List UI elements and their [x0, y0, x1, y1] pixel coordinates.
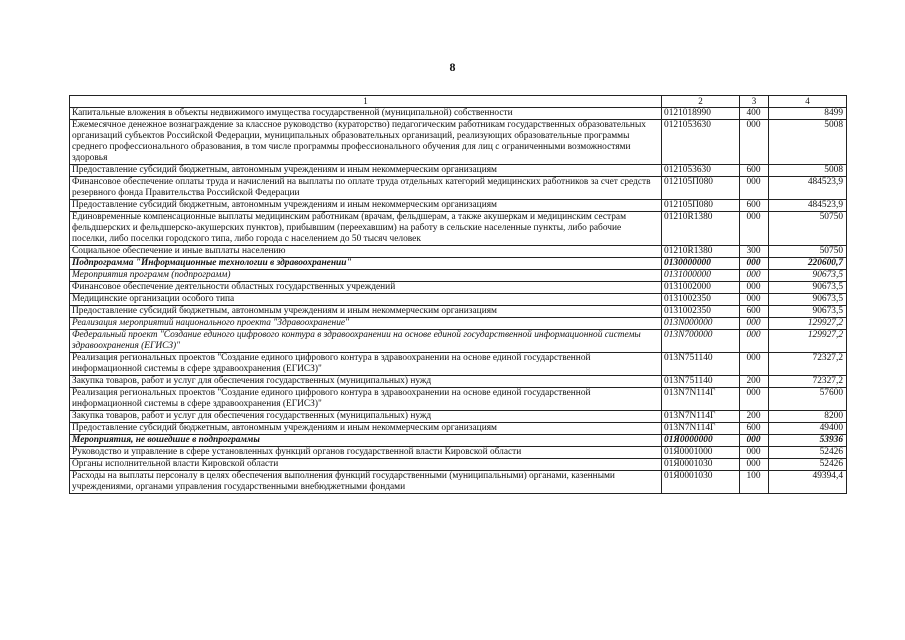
- row-sum-cell: 484523,9: [769, 177, 847, 200]
- table-row: [70, 282, 847, 294]
- row-kind-cell: 000: [740, 318, 769, 330]
- row-code-cell: 013N000000: [662, 318, 740, 330]
- row-code-cell: 01Я0000000: [662, 435, 740, 447]
- row-kind-cell: 600: [740, 165, 769, 177]
- row-name-cell: Реализация региональных проектов "Создание единого цифрового контура в здравоохранении на основе единой государственной информационной системы в сфере здравоохранения (ЕГИСЗ)": [70, 353, 662, 376]
- row-code-cell: 0131000000: [662, 270, 740, 282]
- row-code-cell: 013N7N114Г: [662, 411, 740, 423]
- table-row: [70, 108, 847, 120]
- table-row: [70, 120, 847, 165]
- table-row: [70, 270, 847, 282]
- table-row: [70, 306, 847, 318]
- row-kind-cell: 600: [740, 200, 769, 212]
- row-name-cell: Мероприятия, не вошедшие в подпрограммы: [70, 435, 662, 447]
- row-kind-cell: 000: [740, 447, 769, 459]
- row-sum-cell: 72327,2: [769, 376, 847, 388]
- row-name-cell: Предоставление субсидий бюджетным, автономным учреждениям и иным некоммерческим организациям: [70, 200, 662, 212]
- row-kind-cell: 000: [740, 435, 769, 447]
- row-code-cell: 0130000000: [662, 258, 740, 270]
- row-kind-cell: 000: [740, 294, 769, 306]
- table-row: [70, 330, 847, 353]
- row-kind-cell: 000: [740, 120, 769, 165]
- row-sum-cell: 220600,7: [769, 258, 847, 270]
- header-col-name: 1: [70, 96, 662, 108]
- row-sum-cell: 50750: [769, 246, 847, 258]
- header-col-sum: 4: [769, 96, 847, 108]
- table-row: [70, 165, 847, 177]
- row-sum-cell: 57600: [769, 388, 847, 411]
- table-row: [70, 459, 847, 471]
- row-sum-cell: 90673,5: [769, 270, 847, 282]
- row-name-cell: Финансовое обеспечение деятельности областных государственных учреждений: [70, 282, 662, 294]
- table-row: [70, 200, 847, 212]
- row-code-cell: 013N700000: [662, 330, 740, 353]
- row-name-cell: Финансовое обеспечение оплаты труда и начислений на выплаты по оплате труда отдельных категорий медицинских работников за счет средств резервного фонда Правительства Российской Федерации: [70, 177, 662, 200]
- row-kind-cell: 000: [740, 258, 769, 270]
- row-sum-cell: 49400: [769, 423, 847, 435]
- table-row: [70, 376, 847, 388]
- row-name-cell: Закупка товаров, работ и услуг для обеспечения государственных (муниципальных) нужд: [70, 376, 662, 388]
- row-sum-cell: 5008: [769, 165, 847, 177]
- row-kind-cell: 000: [740, 388, 769, 411]
- page-number: 8: [449, 60, 456, 74]
- table-row: [70, 318, 847, 330]
- row-code-cell: 01210R1380: [662, 246, 740, 258]
- row-kind-cell: 000: [740, 282, 769, 294]
- row-code-cell: 012105П080: [662, 200, 740, 212]
- row-kind-cell: 200: [740, 411, 769, 423]
- row-sum-cell: 129927,2: [769, 330, 847, 353]
- table-row: [70, 246, 847, 258]
- row-kind-cell: 300: [740, 246, 769, 258]
- row-code-cell: 01Я0001030: [662, 471, 740, 494]
- row-code-cell: 0121018990: [662, 108, 740, 120]
- row-sum-cell: 90673,5: [769, 306, 847, 318]
- row-code-cell: 013N7N114Г: [662, 423, 740, 435]
- table-body: [70, 108, 847, 494]
- row-sum-cell: 50750: [769, 212, 847, 246]
- row-sum-cell: 53936: [769, 435, 847, 447]
- row-name-cell: Расходы на выплаты персоналу в целях обеспечения выполнения функций государственными (муниципальными) органами, казенными учреждениями, органами управления государственными внебюджетными фондами: [70, 471, 662, 494]
- row-name-cell: Медицинские организации особого типа: [70, 294, 662, 306]
- header-col-code: 2: [662, 96, 740, 108]
- row-sum-cell: 90673,5: [769, 294, 847, 306]
- table-row: [70, 423, 847, 435]
- row-name-cell: Мероприятия программ (подпрограмм): [70, 270, 662, 282]
- row-kind-cell: 000: [740, 459, 769, 471]
- row-code-cell: 0131002350: [662, 306, 740, 318]
- row-sum-cell: 52426: [769, 459, 847, 471]
- table-header-row: [70, 96, 847, 108]
- row-sum-cell: 72327,2: [769, 353, 847, 376]
- row-kind-cell: 000: [740, 212, 769, 246]
- row-name-cell: Подпрограмма "Информационные технологии в здравоохранении": [70, 258, 662, 270]
- row-kind-cell: 000: [740, 177, 769, 200]
- row-sum-cell: 8200: [769, 411, 847, 423]
- table-row: [70, 447, 847, 459]
- row-kind-cell: 000: [740, 353, 769, 376]
- table-row: [70, 294, 847, 306]
- row-code-cell: 0131002000: [662, 282, 740, 294]
- table-row: [70, 353, 847, 376]
- row-kind-cell: 000: [740, 270, 769, 282]
- row-code-cell: 0121053630: [662, 120, 740, 165]
- row-kind-cell: 600: [740, 423, 769, 435]
- row-kind-cell: 100: [740, 471, 769, 494]
- table-row: [70, 258, 847, 270]
- row-code-cell: 0121053630: [662, 165, 740, 177]
- row-name-cell: Федеральный проект "Создание единого цифрового контура в здравоохранении на основе единой государственной информационной системы здравоохранения (ЕГИСЗ)": [70, 330, 662, 353]
- row-kind-cell: 600: [740, 306, 769, 318]
- row-sum-cell: 52426: [769, 447, 847, 459]
- row-name-cell: Предоставление субсидий бюджетным, автономным учреждениям и иным некоммерческим организациям: [70, 165, 662, 177]
- table-row: [70, 388, 847, 411]
- row-name-cell: Социальное обеспечение и иные выплаты населению: [70, 246, 662, 258]
- row-sum-cell: 8499: [769, 108, 847, 120]
- row-kind-cell: 000: [740, 330, 769, 353]
- row-name-cell: Реализация мероприятий национального проекта "Здравоохранение": [70, 318, 662, 330]
- row-code-cell: 013N7N114Г: [662, 388, 740, 411]
- row-code-cell: 012105П080: [662, 177, 740, 200]
- row-name-cell: Органы исполнительной власти Кировской области: [70, 459, 662, 471]
- row-name-cell: Реализация региональных проектов "Создание единого цифрового контура в здравоохранении на основе единой государственной информационной системы в сфере здравоохранения (ЕГИСЗ)": [70, 388, 662, 411]
- table-row: [70, 177, 847, 200]
- row-code-cell: 01210R1380: [662, 212, 740, 246]
- row-sum-cell: 90673,5: [769, 282, 847, 294]
- row-code-cell: 013N751140: [662, 353, 740, 376]
- row-name-cell: Предоставление субсидий бюджетным, автономным учреждениям и иным некоммерческим организациям: [70, 306, 662, 318]
- budget-table: [69, 95, 847, 494]
- row-name-cell: Ежемесячное денежное вознаграждение за классное руководство (кураторство) педагогическим работникам государственных образовательных организаций субъектов Российской Федерации, муниципальных образовательных организаций, реализующих образовательные программы среднего профессионального образования, в том числе программы профессионального обучения для лиц с ограниченными возможностями здоровья: [70, 120, 662, 165]
- table-row: [70, 212, 847, 246]
- row-name-cell: Закупка товаров, работ и услуг для обеспечения государственных (муниципальных) нужд: [70, 411, 662, 423]
- table-row: [70, 435, 847, 447]
- row-name-cell: Предоставление субсидий бюджетным, автономным учреждениям и иным некоммерческим организациям: [70, 423, 662, 435]
- row-sum-cell: 129927,2: [769, 318, 847, 330]
- row-kind-cell: 400: [740, 108, 769, 120]
- table-row: [70, 411, 847, 423]
- row-code-cell: 01Я0001000: [662, 447, 740, 459]
- row-code-cell: 013N751140: [662, 376, 740, 388]
- row-code-cell: 0131002350: [662, 294, 740, 306]
- row-name-cell: Руководство и управление в сфере установленных функций органов государственной власти Кировской области: [70, 447, 662, 459]
- row-name-cell: Единовременные компенсационные выплаты медицинским работникам (врачам, фельдшерам, а также акушеркам и медицинским сестрам фельдшерских и фельдшерско-акушерских пунктов), прибывшим (переехавшим) на работу в сельские населенные пункты, либо рабочие поселки, либо поселки городского типа, либо города с населением до 50 тысяч человек: [70, 212, 662, 246]
- header-col-kind: 3: [740, 96, 769, 108]
- table-row: [70, 471, 847, 494]
- row-kind-cell: 200: [740, 376, 769, 388]
- row-sum-cell: 484523,9: [769, 200, 847, 212]
- row-sum-cell: 49394,4: [769, 471, 847, 494]
- row-name-cell: Капитальные вложения в объекты недвижимого имущества государственной (муниципальной) собственности: [70, 108, 662, 120]
- row-sum-cell: 5008: [769, 120, 847, 165]
- row-code-cell: 01Я0001030: [662, 459, 740, 471]
